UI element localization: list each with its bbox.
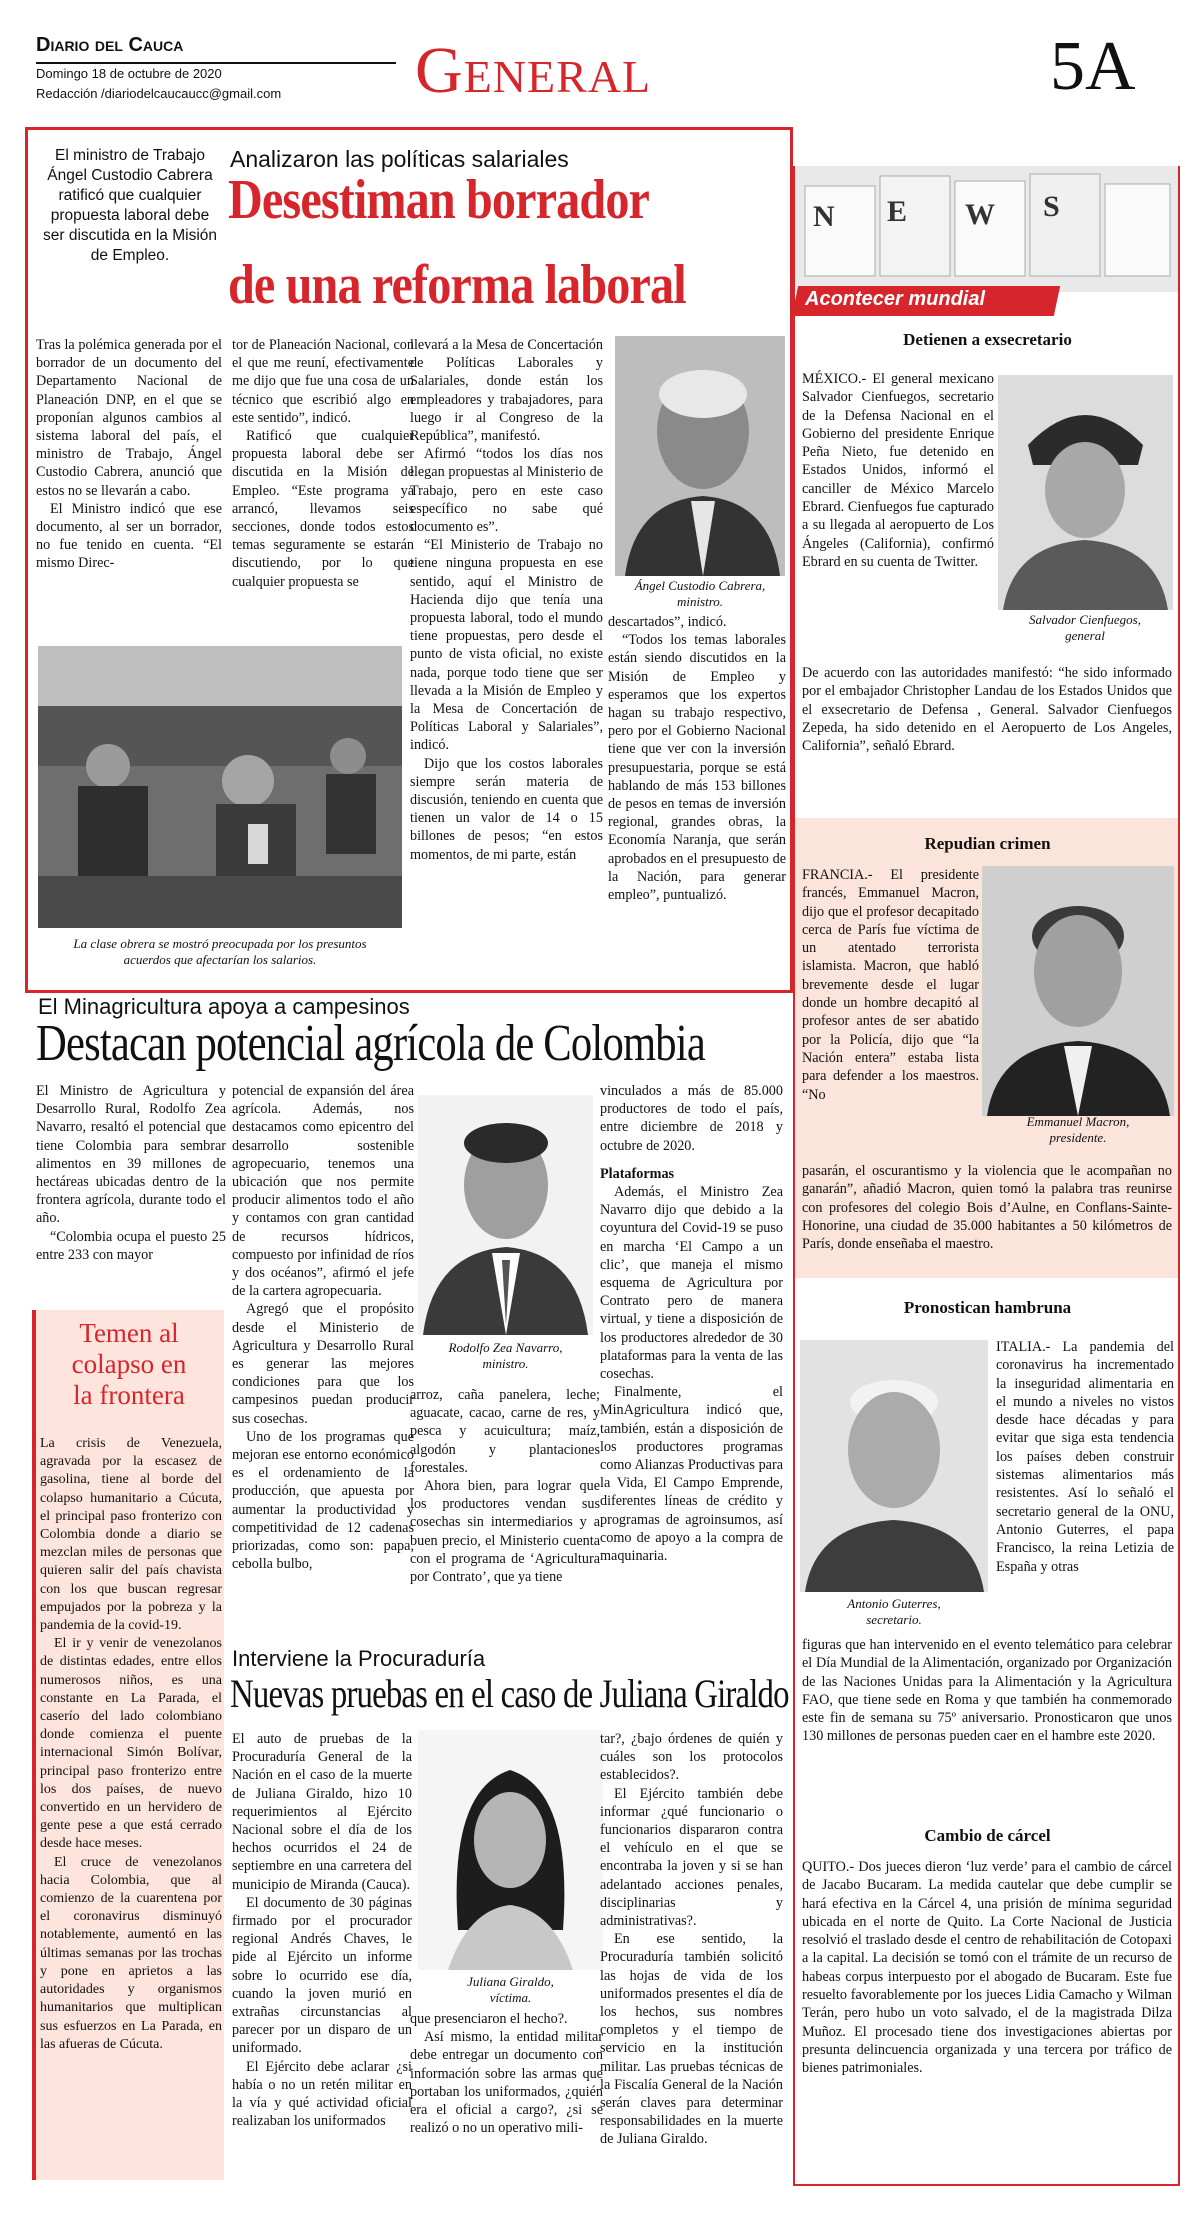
paragraph: “Todos los temas laborales están siendo discutidos en la Misión de Empleo y esperamos que los expertos hagan su trabajo respectivo, pero por el Gobierno Nacional tiene que ver con la inversión presupuestaria, porque se está hablando de más 153 billones de pesos en temas de inversión regional, grandes obras, la Economía Naranja, que serán aprobados en el presupuesto de la Nación, para generar empleo”, puntualizó. bbox=[608, 632, 786, 904]
paper-name: Diario del Cauca bbox=[36, 34, 184, 56]
guterres-photo bbox=[800, 1340, 988, 1592]
minister-portrait-icon bbox=[615, 336, 785, 576]
article1-column-1 bbox=[36, 336, 222, 626]
agriculture-minister-portrait-icon bbox=[418, 1095, 593, 1335]
svg-text:W: W bbox=[965, 198, 995, 231]
paragraph: Además, el Ministro Zea Navarro dijo que debido a la coyuntura del Covid-19 se puso en marcha ‘El Campo a un clic’, que maneja el mismo esquema de Agricultura por Contrato pero de manera virtual, y tiene a disposición de los productores alrededor de 30 plataformas para la venta de las cosechas. bbox=[600, 1184, 783, 1383]
factory-caption: La clase obrera se mostró preocupada por los presuntos acuerdos que afectarían los salarios. bbox=[73, 936, 367, 967]
svg-text:N: N bbox=[813, 200, 835, 233]
macron-caption: Emmanuel Macron, presidente. bbox=[1026, 1114, 1130, 1145]
page-number: 5A bbox=[1050, 28, 1136, 105]
macron-photo bbox=[982, 866, 1174, 1116]
paragraph: En ese sentido, la Procuraduría también solicitó las hojas de vida de los uniformados presentes el día de los hechos, sus nombres completos y el tiempo de servicio en la institución militar. Las pruebas técnicas de la Fiscalía General de la Nación serán claves para determinar responsabilidades en la muerte de Juliana Giraldo. bbox=[600, 1931, 783, 2148]
paragraph: Finalmente, el MinAgricultura indicó que, también, están a disposición de los productores programas como Alianzas Productivas para la Vida, El Campo Emprende, diferentes líneas de crédito y programas de agroinsumos, así como de apoyo a la compra de maquinaria. bbox=[600, 1384, 783, 1565]
masthead-rule bbox=[36, 62, 396, 64]
paragraph: que presenciaron el hecho?. bbox=[410, 2011, 568, 2027]
newspapers-icon bbox=[795, 166, 1178, 292]
paragraph: “Colombia ocupa el puesto 25 entre 233 con mayor bbox=[36, 1228, 226, 1263]
article2-column-1 bbox=[36, 1082, 226, 1302]
paragraph: El auto de pruebas de la Procuraduría General de la Nación en el caso de la muerte de Juliana Giraldo, hizo 10 requerimientos al Ejército Nacional sobre el día de los hechos ocurridos el 24 de septiembre en una carretera del municipio de Miranda (Cauca). bbox=[232, 1731, 412, 1893]
sidebar-banner-label: Acontecer mundial bbox=[805, 288, 986, 310]
paragraph: “El Ministerio de Trabajo no tiene ninguna propuesta en ese sentido, aquí el Ministro de Hacienda dijo que tenía una propuesta laboral, todo el mundo tiene propuestas, pero desde el punto de vista oficial, no existe nada, porque todo tiene que ser llevada a la Misión de Empleo y la Mesa de Concertación de Políticas Laboral y Salariales”, indicó. bbox=[410, 537, 603, 754]
paragraph: Ratificó que cualquier propuesta laboral debe ser discutida en la Misión de Empleo. “Este programa ya arrancó, llevamos seis secciones, donde todos estos temas seguramente se estarán discutiendo, por lo que cualquier propuesta se bbox=[232, 428, 414, 590]
sidebar-heading-1: Detienen a exsecretario bbox=[903, 330, 1072, 349]
sidebar-text-1: MÉXICO.- El general mexicano Salvador Cienfuegos, secretario de la Defensa Nacional en el Gobierno del presidente Enrique Peña Nieto, fue detenido en Estados Unidos, informó el canciller de México Marcelo Ebrard. Cienfuegos fue capturado a su llegada al aeropuerto de Los Ángeles (California), confirmó Ebrard en su cuenta de Twitter. bbox=[802, 371, 994, 570]
article4-column-1 bbox=[232, 1730, 412, 2175]
headline-line-2: de una reforma laboral bbox=[228, 254, 686, 316]
paragraph: El Ejército también debe informar ¿qué funcionario o funcionarios dispararon contra el vehículo en el que se encontraba la joven y si se han adelantado acciones penales, disciplinarias y administrativas?. bbox=[600, 1785, 783, 1930]
article4-column-3 bbox=[600, 1730, 783, 2175]
factory-scene-icon bbox=[38, 646, 402, 928]
guterres-caption: Antonio Guterres, secretario. bbox=[847, 1596, 941, 1627]
agriculture-minister-photo bbox=[418, 1095, 593, 1335]
article-summary: El ministro de Trabajo Ángel Custodio Cabrera ratificó que cualquier propuesta laboral debe ser discutida en la Misión de Empleo. bbox=[42, 147, 218, 264]
cienfuegos-caption: Salvador Cienfuegos, general bbox=[1029, 612, 1141, 643]
article4-column-2 bbox=[410, 2010, 603, 2175]
paragraph: El cruce de venezolanos hacia Colombia, que al comienzo de la cuarentena por el coronavirus disminuyó notablemente, aumentó en las últimas semanas por las trochas y pone en aprietos a las autoridades y organismos humanitarios que multiplican sus esfuerzos en La Parada, en las afueras de Cúcuta. bbox=[40, 1854, 222, 2052]
agriculture-minister-caption: Rodolfo Zea Navarro, ministro. bbox=[448, 1340, 563, 1371]
paragraph: Afirmó “todos los días nos llegan propuestas al Ministerio de Trabajo, pero en este caso específico no sabe qué documento es”. bbox=[410, 446, 603, 536]
paragraph: Uno de los programas que mejoran ese entorno económico es el ordenamiento de la producción, que apuesta por aumentar la productividad y competitividad de 12 cadenas priorizadas, como son: papa, cebolla bulbo, bbox=[232, 1428, 414, 1573]
section-title: General bbox=[415, 34, 652, 107]
newspapers-photo bbox=[795, 166, 1178, 292]
paragraph: llevará a la Mesa de Concertación de Políticas Laborales y Salariales, donde están los empleadores y trabajadores, para luego ir al Congreso de la República”, manifestó. bbox=[410, 337, 603, 445]
paragraph: Tras la polémica generada por el borrador de un documento del Departamento Nacional de Planeación DNP, en el que se proponían algunos cambios al sistema laboral del país, el ministro de Trabajo, Ángel Custodio Cabrera, anunció que estos no se llevarán a cabo. bbox=[36, 337, 222, 499]
svg-text:S: S bbox=[1043, 190, 1060, 223]
sidebar-heading-2: Repudian crimen bbox=[924, 834, 1051, 853]
paragraph: Ahora bien, para lograr que los productores vendan sus cosechas sin intermediarios y a buen precio, el Ministerio cuenta con el programa de ‘Agricultura por Contrato’, que ya tiene bbox=[410, 1478, 600, 1586]
victim-caption: Juliana Giraldo, víctima. bbox=[467, 1974, 554, 2005]
article1-column-3 bbox=[410, 336, 603, 981]
victim-portrait-icon bbox=[418, 1730, 603, 1970]
email: Redacción /diariodelcaucaucc@gmail.com bbox=[36, 86, 282, 101]
sidebar-text-2-continued: pasarán, el oscurantismo y la violencia que le acompañan no ganarán”, añadió Macron, quien tomó la palabra tras reunirse con profesores del colegio Bois d’Aulne, en Conflans-Sainte-Honorine, una ciudad de 35.000 habitantes a 50 kilómetros de París, donde enseñaba el maestro. bbox=[802, 1163, 1172, 1253]
article2-column-4 bbox=[600, 1082, 783, 1622]
border-article-text bbox=[40, 1435, 222, 2185]
article-kicker: Analizaron las políticas salariales bbox=[230, 146, 569, 172]
minister-photo bbox=[615, 336, 785, 576]
paragraph: potencial de expansión del área agrícola. Además, nos destacamos como epicentro del desarrollo sostenible agropecuario, tenemos una ubicación que nos permite producir alimentos todo el año y contamos con gran cantidad de recursos hídricos, compuesto por infinidad de ríos y dos océanos”, afirmó el jefe de la cartera agropecuaria. bbox=[232, 1083, 414, 1300]
paragraph: tor de Planeación Nacional, con el que me reuní, efectivamente me dijo que fue una cosa de un técnico que escribió algo en este sentido”, indicó. bbox=[232, 337, 414, 426]
paragraph: vinculados a más de 85.000 productores de todo el país, entre diciembre de 2018 y octubre de 2020. bbox=[600, 1083, 783, 1154]
article2-headline: Destacan potencial agrícola de Colombia bbox=[36, 1015, 705, 1072]
secretary-portrait-icon bbox=[800, 1340, 988, 1592]
sidebar-heading-3: Pronostican hambruna bbox=[903, 1298, 1072, 1317]
article1-column-4 bbox=[608, 613, 786, 983]
article1-column-2 bbox=[232, 336, 414, 626]
sidebar-text-2: FRANCIA.- El presidente francés, Emmanuel Macron, dijo que el profesor decapitado cerca de París fue víctima de un atentado terrorista islamista. Macron, que habló brevemente desde el lugar donde un hombre decapitó al profesor antes de ser abatido por la Policía, dijo que “la Nación entera” estaba lista para defender a los maestros. “No bbox=[802, 867, 979, 1103]
masthead bbox=[0, 0, 1195, 125]
paragraph: Dijo que los costos laborales siempre serán materia de discusión, teniendo en cuenta que tienen un valor de 14 o 15 billones de pesos; “en estos momentos, de mi parte, están bbox=[410, 755, 603, 863]
paragraph: Así mismo, la entidad militar debe entregar un documento con información sobre las armas que portaban los uniformados, ¿quién era el oficial a cargo?, ¿si se realizó o no un operativo mili- bbox=[410, 2029, 603, 2137]
paragraph: El Ejército debe aclarar ¿si había o no un retén militar en la vía y qué actividad oficial realizaban los uniformados bbox=[232, 2058, 412, 2130]
article2-column-3 bbox=[410, 1386, 600, 1626]
paragraph: La crisis de Venezuela, agravada por la escasez de gasolina, tiene al borde del colapso humanitario a Cúcuta, el principal paso fronterizo con Colombia donde a diario se mezclan miles de personas que quieren salir del país chavista con los que buscan regresar empujados por la pobreza y la pandemia de la covid-19. bbox=[40, 1436, 222, 1634]
sidebar-text-3-continued: figuras que han intervenido en el evento telemático para celebrar el Día Mundial de la Alimentación, organizado por Organización de las Naciones Unidas para la Alimentación y la Agricultura FAO, que tiene sede en Roma y que también ha conmemorado este fin de semana su 75º aniversario. Pronosticaron que unos 130 millones de personas pueden caer en el hambre este 2020. bbox=[802, 1637, 1172, 1745]
general-portrait-icon bbox=[998, 375, 1173, 610]
paragraph: El Ministro de Agricultura y Desarrollo Rural, Rodolfo Zea Navarro, resaltó el potencial que tiene Colombia para sembrar alimentos en 39 millones de hectáreas ubicadas dentro de la frontera agrícola, durante todo el año. bbox=[36, 1083, 226, 1227]
svg-text:E: E bbox=[887, 195, 908, 228]
article2-kicker: El Minagricultura apoya a campesinos bbox=[38, 994, 410, 1019]
headline-line-1: Desestiman borrador bbox=[228, 169, 650, 231]
sidebar-text-4: QUITO.- Dos jueces dieron ‘luz verde’ para el cambio de cárcel de Jacabo Bucaram. La medida cautelar que debe cumplir se hará efectiva en la Cárcel 4, una prisión de mínima seguridad ubicada en el norte de Quito. La Corte Nacional de Justicia resolvió el traslado desde el centro de rehabilitación de Cotopaxi a la capital. La decisión se tomó con el trámite de un recurso de habeas corpus interpuesto por el abogado de Bucaram. Este fue resuelto favorablemente por los jueces Lidia Camacho y Wilman Terán, pero hubo un voto salvado, el de la magistrada Dilza Muñoz. El procesado tiene dos investigaciones abiertas por presunta delincuencia organizada y una tercera por tráfico de bienes patrimoniales. bbox=[802, 1859, 1172, 2077]
sidebar-text-1-continued: De acuerdo con las autoridades manifestó: “he sido informado por el embajador Christopher Landau de los Estados Unidos que el exsecretario de Defensa , General. Salvador Cienfuegos Zepeda, ha sido detenido en el Aeropuerto de Los Angeles, California”, señaló Ebrard. bbox=[802, 665, 1172, 755]
article2-column-2 bbox=[232, 1082, 414, 1622]
paragraph: tar?, ¿bajo órdenes de quién y cuáles son los protocolos establecidos?. bbox=[600, 1731, 783, 1784]
article4-kicker: Interviene la Procuraduría bbox=[232, 1646, 486, 1671]
date: Domingo 18 de octubre de 2020 bbox=[36, 66, 222, 81]
factory-workers-photo bbox=[38, 646, 402, 928]
president-portrait-icon bbox=[982, 866, 1174, 1116]
article4-headline: Nuevas pruebas en el caso de Juliana Giraldo bbox=[230, 1671, 789, 1716]
paragraph: descartados”, indicó. bbox=[608, 614, 727, 630]
sidebar-heading-4: Cambio de cárcel bbox=[924, 1826, 1051, 1845]
paragraph: El ir y venir de venezolanos de distintas edades, entre ellos numerosos niños, es una constante en La Parada, el caserío del lado colombiano donde comienza el puente internacional Simón Bolívar, principal paso fronterizo entre los dos países, de nuevo convertido en un hervidero de gente pese a que está cerrado desde hace meses. bbox=[40, 1636, 222, 1852]
paragraph: El Ministro indicó que ese documento, al ser un borrador, no fue tenido en cuenta. “El mismo Direc- bbox=[36, 500, 222, 572]
minister-caption: Ángel Custodio Cabrera, ministro. bbox=[634, 578, 766, 609]
border-headline: Temen al colapso en la frontera bbox=[71, 1318, 187, 1410]
cienfuegos-photo bbox=[998, 375, 1173, 610]
victim-photo bbox=[418, 1730, 603, 1970]
paragraph: Agregó que el propósito desde el Ministerio de Agricultura y Desarrollo Rural es generar las mejores condiciones para que los campesinos puedan producir sus cosechas. bbox=[232, 1301, 414, 1427]
paragraph: arroz, caña panelera, leche; aguacate, cacao, carne de res, y pesca y acuicultura; maíz, algodón y plantaciones forestales. bbox=[410, 1387, 600, 1476]
subhead: Plataformas bbox=[600, 1165, 675, 1182]
sidebar-text-3: ITALIA.- La pandemia del coronavirus ha incrementado la inseguridad alimentaria en el mundo a niveles no vistos desde hace décadas y para evitar que siga esta tendencia los países deben construir sistemas alimentarios más resistentes. Así lo señaló el secretario general de la ONU, Antonio Guterres, el papa Francisco, la reina Letizia de España y otras bbox=[996, 1339, 1174, 1575]
paragraph: El documento de 30 páginas firmado por el procurador regional Andrés Chaves, le pide al Ejército un informe sobre lo ocurrido ese día, cuando la joven murió en extrañas circunstancias al parecer por un disparo de un uniformado. bbox=[232, 1894, 412, 2057]
